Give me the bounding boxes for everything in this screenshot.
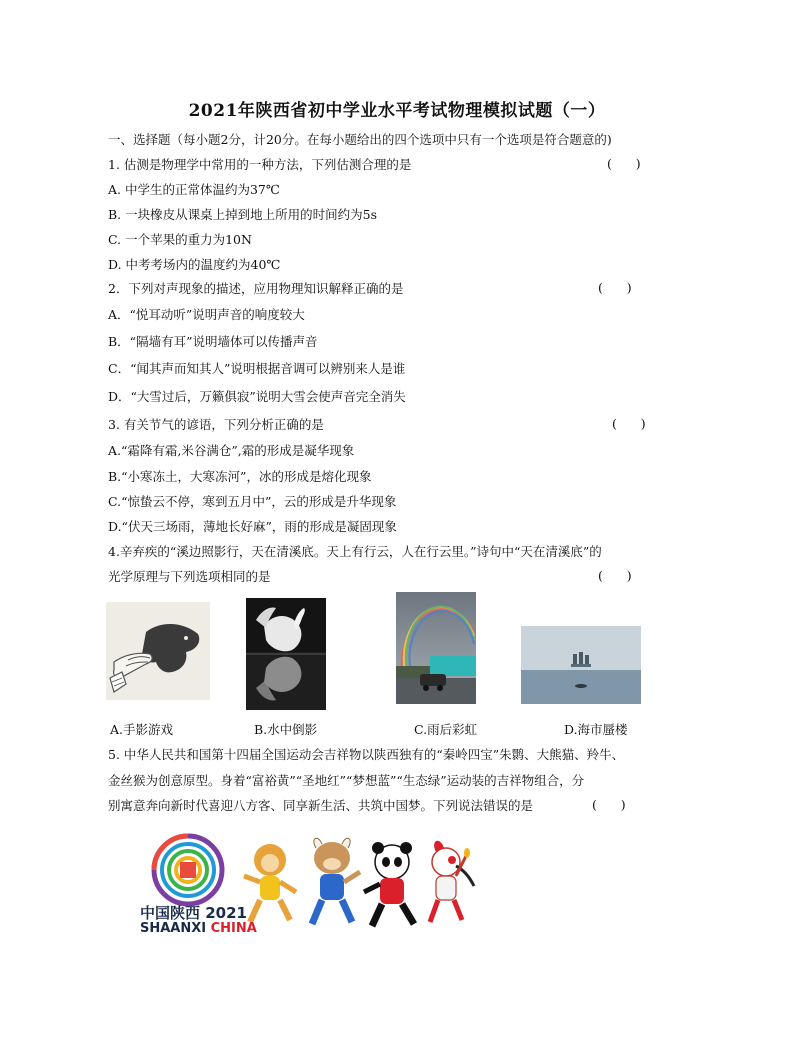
question-1-option-d: D. 中考考场内的温度约为40℃ <box>108 257 281 272</box>
question-4-answer-blank: ( ) <box>598 568 632 583</box>
question-1-option-a: A. 中学生的正常体温约为37℃ <box>108 182 280 197</box>
question-5-stem-line1: 5. 中华人民共和国第十四届全国运动会吉祥物以陕西独有的“秦岭四宝”朱鹮、大熊猫、羚牛、 <box>108 747 625 762</box>
logo-text-line2 <box>140 921 257 936</box>
swan-reflection-image <box>246 598 326 710</box>
question-3-answer-blank: ( ) <box>612 416 646 431</box>
question-3-option-a: A.“霜降有霜,米谷满仓”,霜的形成是凝华现象 <box>108 443 355 458</box>
question-3-option-c: C.“惊蛰云不停，寒到五月中”，云的形成是升华现象 <box>108 494 397 509</box>
question-3-option-d: D.“伏天三场雨，薄地长好麻”，雨的形成是凝固现象 <box>108 519 397 534</box>
question-3-option-b: B.“小寒冻土，大寒冻河”，冰的形成是熔化现象 <box>108 469 372 484</box>
question-2-option-b: B．“隔墙有耳”说明墙体可以传播声音 <box>108 334 318 349</box>
question-4-stem-line1: 4.辛弃疾的“溪边照影行，天在清溪底。天上有行云，人在行云里。”诗句中“天在清溪底”的 <box>108 544 602 559</box>
question-5-stem-line3: 别寓意奔向新时代喜迎八方客、同享新生活、共筑中国梦。下列说法错误的是 <box>108 798 534 813</box>
section-heading: 一、选择题（每小题2分，计20分。在每小题给出的四个选项中只有一个选项是符合题意的) <box>108 132 612 147</box>
question-4-option-d: D.海市蜃楼 <box>564 722 628 737</box>
question-2-option-c: C．“闻其声而知其人”说明根据音调可以辨别来人是谁 <box>108 361 406 376</box>
question-3-stem: 3. 有关节气的谚语，下列分析正确的是 <box>108 417 324 432</box>
question-5-answer-blank: ( ) <box>592 797 626 812</box>
logo-text-line1: 中国陕西 2021 <box>140 904 247 922</box>
question-2-option-d: D．“大雪过后，万籁俱寂”说明大雪会使声音完全消失 <box>108 389 406 404</box>
question-4-option-c: C.雨后彩虹 <box>414 722 478 737</box>
rainbow-image <box>396 592 476 704</box>
question-2-answer-blank: ( ) <box>598 280 632 295</box>
question-1-option-b: B. 一块橡皮从课桌上掉到地上所用的时间约为5s <box>108 207 378 222</box>
question-4-option-a: A.手影游戏 <box>110 722 174 737</box>
question-4-stem-line2: 光学原理与下列选项相同的是 <box>108 569 271 584</box>
logo-text-shaanxi: SHAANXI <box>140 921 207 936</box>
page-title: 2021年陕西省初中学业水平考试物理模拟试题（一） <box>188 101 606 121</box>
question-1-option-c: C. 一个苹果的重力为10N <box>108 232 252 247</box>
mirage-image <box>521 626 641 704</box>
logo-text-china: CHINA <box>210 921 257 936</box>
question-2-stem: 2．下列对声现象的描述，应用物理知识解释正确的是 <box>108 281 404 296</box>
question-5-stem-line2: 金丝猴为创意原型。身着“富裕黄”“圣地红”“梦想蓝”“生态绿”运动装的吉祥物组合，分 <box>108 773 585 788</box>
question-4-option-b: B.水中倒影 <box>254 722 318 737</box>
question-2-option-a: A．“悦耳动听”说明声音的响度较大 <box>108 307 305 322</box>
question-1-stem: 1. 估测是物理学中常用的一种方法，下列估测合理的是 <box>108 157 412 172</box>
hand-shadow-image <box>106 602 210 700</box>
question-1-answer-blank: ( ) <box>607 156 641 171</box>
